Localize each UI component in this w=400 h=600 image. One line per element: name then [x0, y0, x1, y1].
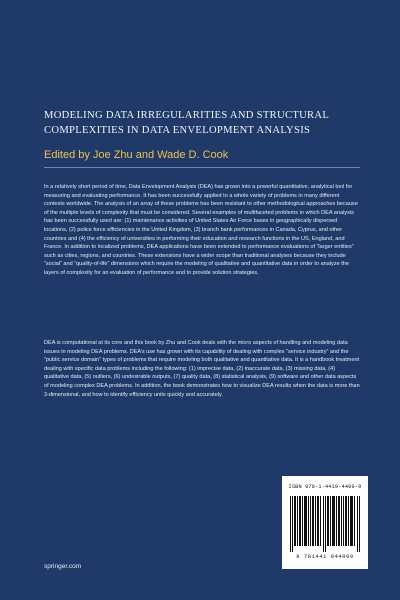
description-paragraph-2: DEA is computational at its core and this book by Zhu and Cook deals with the micro aspects of handling and modeling data issues in modeling DEA problems. DEA’s use has grown with its capability of dealing with complex “service industry” and the “public service domain” types of problems that require modeling both qualitative and quantitative data. It is a handbook treatment dealing with specific data problems including the following: (1) imprecise data, (2) inaccurate data, (3) missing data, (4) qualitative data, (5) outliers, (6) undesirable outputs, (7) quality data, (8) statistical analysis, (9) software and other data aspects of modeling complex DEA problems. In addition, the book demonstrates how to visualize DEA results when the data is more than 3-dimensional, and how to identify efficiency units quickly and accurately. [44, 340, 360, 398]
book-title: MODELING DATA IRREGULARITIES AND STRUCTURAL COMPLEXITIES IN DATA ENVELOPMENT ANALYSIS [44, 110, 329, 136]
description-paragraph-1: In a relatively short period of time, Data Envelopment Analysis (DEA) has grown into a powerful quantitative, analytical tool for measuring and evaluating performance. It has been successfully applied to a whole variety of problems in many different contexts worldwide. The analysis of an array of these problems has been resistant to other methodological approaches because of the multiple levels of complexity that must be considered. Several examples of multifaceted problems in which DEA analysis has been successfully used are: (1) maintenance activities of United States Air Force bases in geographically dispersed locations, (2) police force efficiencies in the United Kingdom, (3) branch bank performances in Canada, Cyprus, and other countries and (4) the efficiency of universities in performing their education and research functions in the US, England, and France. In addition to localized problems, DEA applications have been extended to performance evaluations of “larger entities” such as cities, regions, and countries. These extensions have a wider scope than traditional analyses because they include “social” and “quality-of-life” dimensions which require the modeling of qualitative and quantitative data in order to analyze the layers of complexity for an evaluation of performance and to provide solution strategies. [44, 184, 358, 276]
barcode-image [288, 496, 362, 552]
ean-number: 9 781441 944009 [296, 554, 354, 560]
publisher-url: springer.com [44, 563, 82, 570]
barcode-panel [282, 476, 368, 569]
isbn-label: ISBN 978-1-4419-4400-9 [288, 484, 362, 490]
divider [44, 167, 360, 168]
editors-line: Edited by Joe Zhu and Wade D. Cook [44, 149, 229, 161]
